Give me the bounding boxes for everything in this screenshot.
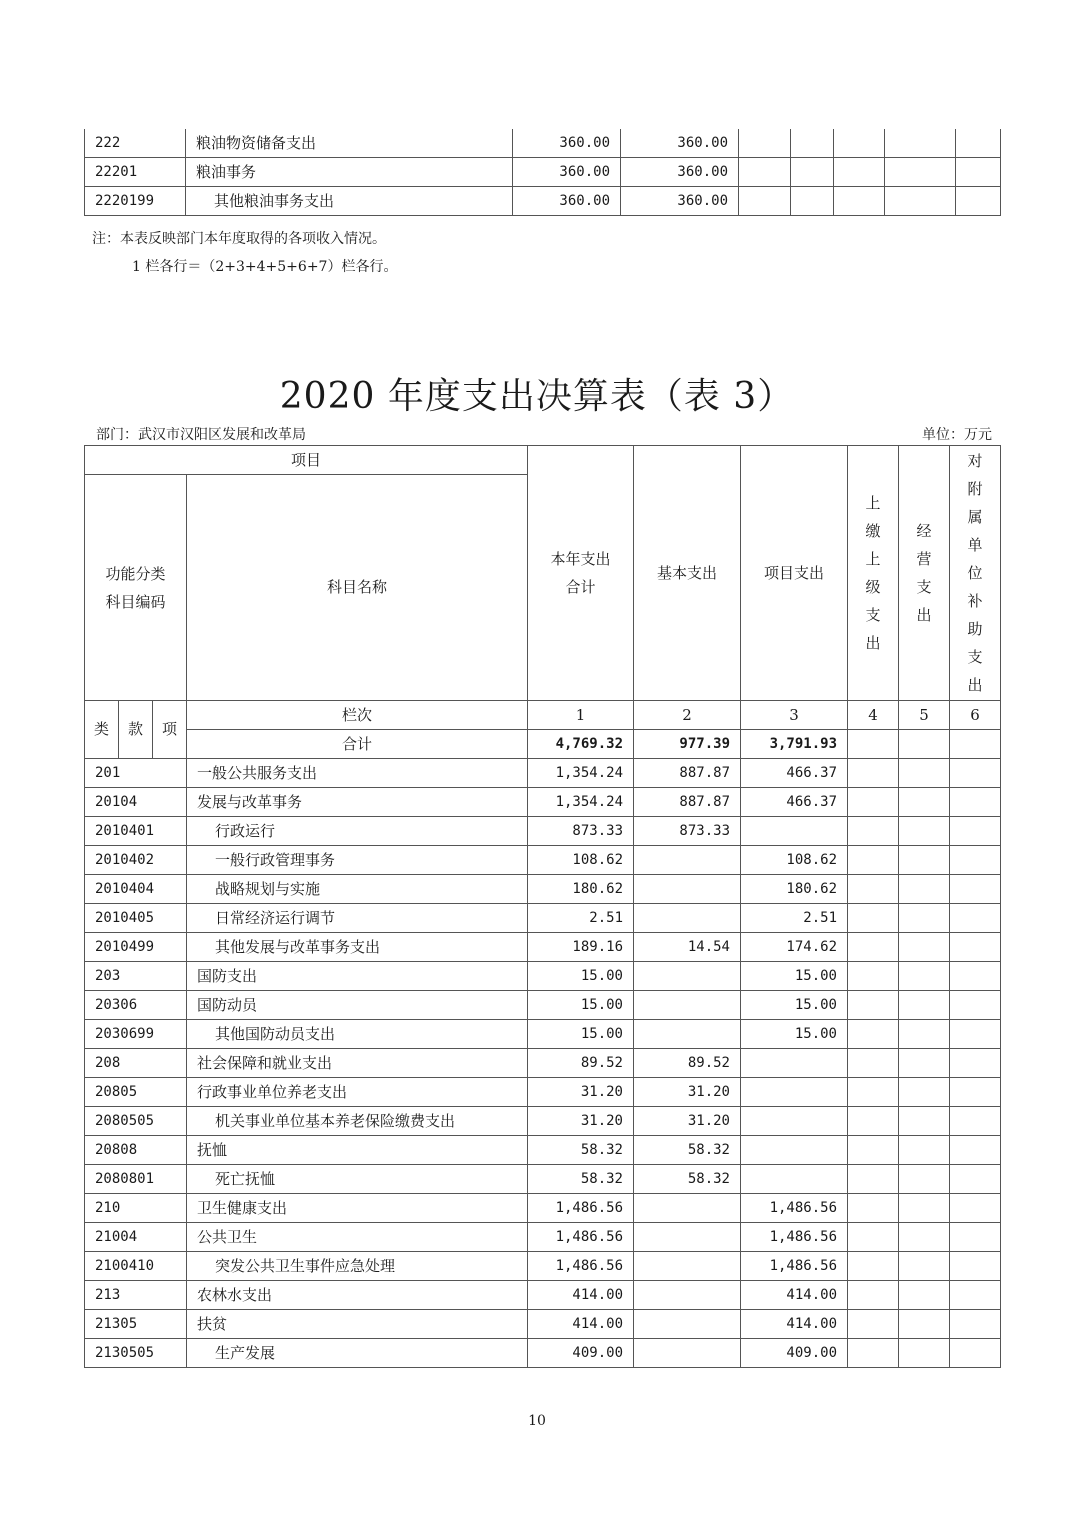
unit-label: 单位：万元	[922, 427, 992, 443]
page-number: 10	[528, 1413, 546, 1429]
value-cell-c2: 14.54	[634, 933, 741, 962]
empty-cell	[791, 158, 834, 187]
code-cell: 2010401	[85, 817, 187, 846]
empty-cell	[950, 1107, 1001, 1136]
code-cell: 2030699	[85, 1020, 187, 1049]
value-cell-c1: 15.00	[528, 962, 634, 991]
empty-cell	[848, 933, 899, 962]
empty-cell	[899, 1281, 950, 1310]
total-col5	[899, 730, 950, 759]
empty-cell	[899, 1194, 950, 1223]
code-cell: 21305	[85, 1310, 187, 1339]
empty-cell	[950, 817, 1001, 846]
empty-cell	[848, 1252, 899, 1281]
table-note-formula: 1 栏各行＝（2+3+4+5+6+7）栏各行。	[132, 259, 398, 275]
subject-name-cell: 其他国防动员支出	[187, 1020, 528, 1049]
subject-name-cell: 突发公共卫生事件应急处理	[187, 1252, 528, 1281]
empty-cell	[950, 904, 1001, 933]
empty-cell	[950, 1136, 1001, 1165]
subject-name-cell: 生产发展	[187, 1339, 528, 1368]
value-cell-c2	[634, 991, 741, 1020]
value-cell-c2: 887.87	[634, 759, 741, 788]
empty-cell	[950, 1194, 1001, 1223]
header-lanci: 栏次	[187, 701, 528, 730]
header-item: 项目	[85, 446, 528, 475]
table-row	[85, 788, 1001, 817]
empty-cell	[950, 1020, 1001, 1049]
value-cell-c2: 89.52	[634, 1049, 741, 1078]
code-cell: 2130505	[85, 1339, 187, 1368]
table-row	[85, 1194, 1001, 1223]
empty-cell	[950, 1252, 1001, 1281]
empty-cell	[950, 962, 1001, 991]
code-cell: 210	[85, 1194, 187, 1223]
empty-cell	[950, 1049, 1001, 1078]
value-cell: 360.00	[621, 158, 739, 187]
code-cell: 208	[85, 1049, 187, 1078]
empty-cell	[791, 187, 834, 216]
table-row	[85, 759, 1001, 788]
empty-cell	[956, 187, 1001, 216]
empty-cell	[848, 846, 899, 875]
code-cell: 2080801	[85, 1165, 187, 1194]
empty-cell	[834, 158, 885, 187]
empty-cell	[848, 1310, 899, 1339]
value-cell-c2: 58.32	[634, 1165, 741, 1194]
empty-cell	[899, 875, 950, 904]
subject-name-cell: 一般行政管理事务	[187, 846, 528, 875]
subject-name-cell: 抚恤	[187, 1136, 528, 1165]
table-row	[85, 1339, 1001, 1368]
table-row	[85, 817, 1001, 846]
value-cell-c2	[634, 1339, 741, 1368]
total-col3: 3,791.93	[741, 730, 848, 759]
empty-cell	[848, 1049, 899, 1078]
empty-cell	[950, 846, 1001, 875]
value-cell-c3: 15.00	[741, 1020, 848, 1049]
subject-name-cell: 卫生健康支出	[187, 1194, 528, 1223]
header-col4-remit: 上缴上级支出	[848, 446, 899, 701]
code-cell: 2010402	[85, 846, 187, 875]
empty-cell	[739, 129, 791, 158]
code-cell: 20805	[85, 1078, 187, 1107]
empty-cell	[899, 1310, 950, 1339]
table-row	[85, 1078, 1001, 1107]
empty-cell	[899, 1165, 950, 1194]
empty-cell	[848, 788, 899, 817]
table-row	[85, 1136, 1001, 1165]
page-title: 2020 年度支出决算表（表 3）	[279, 376, 795, 417]
value-cell-c1: 31.20	[528, 1107, 634, 1136]
empty-cell	[899, 1252, 950, 1281]
table-row	[85, 129, 1001, 158]
value-cell-c1: 414.00	[528, 1310, 634, 1339]
value-cell-c3: 414.00	[741, 1281, 848, 1310]
header-xiang: 项	[153, 701, 187, 759]
subject-name-cell: 日常经济运行调节	[187, 904, 528, 933]
empty-cell	[739, 187, 791, 216]
header-func-code: 功能分类科目编码	[85, 475, 187, 701]
value-cell-c3: 15.00	[741, 991, 848, 1020]
empty-cell	[950, 1310, 1001, 1339]
code-cell: 2010405	[85, 904, 187, 933]
empty-cell	[950, 1281, 1001, 1310]
table-row	[85, 187, 1001, 216]
empty-cell	[899, 817, 950, 846]
value-cell-c3: 466.37	[741, 788, 848, 817]
subject-name-cell: 其他粮油事务支出	[186, 187, 513, 216]
empty-cell	[899, 1020, 950, 1049]
value-cell-c2	[634, 1020, 741, 1049]
empty-cell	[956, 129, 1001, 158]
empty-cell	[885, 187, 956, 216]
value-cell-c2	[634, 875, 741, 904]
empty-cell	[848, 1339, 899, 1368]
value-cell-c1: 189.16	[528, 933, 634, 962]
code-cell: 2080505	[85, 1107, 187, 1136]
value-cell-c1: 1,354.24	[528, 759, 634, 788]
code-cell: 203	[85, 962, 187, 991]
code-cell: 2010499	[85, 933, 187, 962]
value-cell-c3: 180.62	[741, 875, 848, 904]
total-label: 合计	[187, 730, 528, 759]
value-cell-c1: 2.51	[528, 904, 634, 933]
subject-name-cell: 机关事业单位基本养老保险缴费支出	[187, 1107, 528, 1136]
value-cell: 360.00	[513, 129, 621, 158]
empty-cell	[848, 817, 899, 846]
value-cell-c3	[741, 1049, 848, 1078]
value-cell-c3	[741, 817, 848, 846]
value-cell-c3	[741, 1078, 848, 1107]
value-cell-c1: 31.20	[528, 1078, 634, 1107]
empty-cell	[848, 1165, 899, 1194]
code-cell: 201	[85, 759, 187, 788]
header-col1-total: 本年支出合计	[528, 446, 634, 701]
code-cell: 222	[85, 129, 186, 158]
empty-cell	[956, 158, 1001, 187]
code-cell: 213	[85, 1281, 187, 1310]
empty-cell	[899, 1136, 950, 1165]
code-cell: 2010404	[85, 875, 187, 904]
empty-cell	[950, 759, 1001, 788]
value-cell-c1: 15.00	[528, 1020, 634, 1049]
value-cell-c3: 1,486.56	[741, 1194, 848, 1223]
empty-cell	[834, 129, 885, 158]
header-lei: 类	[85, 701, 119, 759]
value-cell-c1: 873.33	[528, 817, 634, 846]
code-cell: 20306	[85, 991, 187, 1020]
subject-name-cell: 其他发展与改革事务支出	[187, 933, 528, 962]
empty-cell	[950, 1165, 1001, 1194]
value-cell-c1: 89.52	[528, 1049, 634, 1078]
value-cell-c2	[634, 1223, 741, 1252]
value-cell-c2	[634, 962, 741, 991]
total-col6	[950, 730, 1001, 759]
empty-cell	[950, 933, 1001, 962]
value-cell-c3: 1,486.56	[741, 1223, 848, 1252]
value-cell-c2: 887.87	[634, 788, 741, 817]
value-cell-c1: 58.32	[528, 1136, 634, 1165]
expenditure-table	[84, 445, 1001, 1368]
empty-cell	[848, 991, 899, 1020]
code-cell: 22201	[85, 158, 186, 187]
empty-cell	[899, 788, 950, 817]
empty-cell	[950, 1339, 1001, 1368]
value-cell-c1: 180.62	[528, 875, 634, 904]
table-row	[85, 1165, 1001, 1194]
value-cell-c2: 873.33	[634, 817, 741, 846]
value-cell-c1: 15.00	[528, 991, 634, 1020]
value-cell-c1: 409.00	[528, 1339, 634, 1368]
table-row	[85, 933, 1001, 962]
empty-cell	[848, 1020, 899, 1049]
empty-cell	[899, 1223, 950, 1252]
subject-name-cell: 国防支出	[187, 962, 528, 991]
subject-name-cell: 行政运行	[187, 817, 528, 846]
value-cell-c3: 466.37	[741, 759, 848, 788]
value-cell-c3	[741, 1107, 848, 1136]
table-row	[85, 1310, 1001, 1339]
code-cell: 2220199	[85, 187, 186, 216]
empty-cell	[885, 129, 956, 158]
col-number: 2	[634, 701, 741, 730]
empty-cell	[834, 187, 885, 216]
header-subject-name: 科目名称	[187, 475, 528, 701]
empty-cell	[848, 1223, 899, 1252]
empty-cell	[899, 1107, 950, 1136]
income-table-continued	[84, 129, 1001, 216]
total-col1: 4,769.32	[528, 730, 634, 759]
empty-cell	[848, 1107, 899, 1136]
table-row	[85, 1252, 1001, 1281]
empty-cell	[899, 962, 950, 991]
empty-cell	[899, 759, 950, 788]
empty-cell	[848, 1194, 899, 1223]
subject-name-cell: 社会保障和就业支出	[187, 1049, 528, 1078]
subject-name-cell: 农林水支出	[187, 1281, 528, 1310]
value-cell-c2: 31.20	[634, 1107, 741, 1136]
subject-name-cell: 一般公共服务支出	[187, 759, 528, 788]
value-cell-c3: 414.00	[741, 1310, 848, 1339]
empty-cell	[950, 1078, 1001, 1107]
col-number: 1	[528, 701, 634, 730]
table-row	[85, 1107, 1001, 1136]
empty-cell	[950, 1223, 1001, 1252]
empty-cell	[848, 1078, 899, 1107]
value-cell-c1: 414.00	[528, 1281, 634, 1310]
empty-cell	[899, 991, 950, 1020]
table-row	[85, 846, 1001, 875]
table-row	[85, 1049, 1001, 1078]
value-cell-c2	[634, 904, 741, 933]
value-cell-c2	[634, 1310, 741, 1339]
subject-name-cell: 行政事业单位养老支出	[187, 1078, 528, 1107]
subject-name-cell: 战略规划与实施	[187, 875, 528, 904]
empty-cell	[899, 1078, 950, 1107]
value-cell-c2	[634, 1252, 741, 1281]
empty-cell	[899, 1339, 950, 1368]
header-col3-project: 项目支出	[741, 446, 848, 701]
col-number: 6	[950, 701, 1001, 730]
value-cell: 360.00	[513, 187, 621, 216]
header-col6-subsidy: 对附属单位补助支出	[950, 446, 1001, 701]
header-col2-basic: 基本支出	[634, 446, 741, 701]
value-cell-c3	[741, 1136, 848, 1165]
empty-cell	[899, 904, 950, 933]
col-number: 3	[741, 701, 848, 730]
col-number: 4	[848, 701, 899, 730]
value-cell-c3: 174.62	[741, 933, 848, 962]
value-cell-c3	[741, 1165, 848, 1194]
empty-cell	[899, 933, 950, 962]
empty-cell	[950, 991, 1001, 1020]
table-row	[85, 962, 1001, 991]
value-cell-c2: 31.20	[634, 1078, 741, 1107]
subject-name-cell: 粮油物资储备支出	[186, 129, 513, 158]
code-cell: 20808	[85, 1136, 187, 1165]
header-kuan: 款	[119, 701, 153, 759]
table-row	[85, 158, 1001, 187]
empty-cell	[899, 846, 950, 875]
subject-name-cell: 国防动员	[187, 991, 528, 1020]
table-row	[85, 1281, 1001, 1310]
empty-cell	[899, 1049, 950, 1078]
value-cell-c1: 1,354.24	[528, 788, 634, 817]
empty-cell	[848, 1281, 899, 1310]
col-number: 5	[899, 701, 950, 730]
value-cell-c2: 58.32	[634, 1136, 741, 1165]
value-cell-c2	[634, 1281, 741, 1310]
empty-cell	[739, 158, 791, 187]
subject-name-cell: 发展与改革事务	[187, 788, 528, 817]
value-cell-c1: 58.32	[528, 1165, 634, 1194]
empty-cell	[791, 129, 834, 158]
subject-name-cell: 死亡抚恤	[187, 1165, 528, 1194]
header-col5-business: 经营支出	[899, 446, 950, 701]
empty-cell	[848, 1136, 899, 1165]
total-col2: 977.39	[634, 730, 741, 759]
table-row	[85, 904, 1001, 933]
value-cell: 360.00	[621, 129, 739, 158]
subject-name-cell: 粮油事务	[186, 158, 513, 187]
table-row	[85, 1223, 1001, 1252]
value-cell-c1: 1,486.56	[528, 1223, 634, 1252]
value-cell-c1: 1,486.56	[528, 1252, 634, 1281]
value-cell-c3: 2.51	[741, 904, 848, 933]
value-cell-c3: 409.00	[741, 1339, 848, 1368]
empty-cell	[848, 875, 899, 904]
value-cell-c3: 15.00	[741, 962, 848, 991]
table-row	[85, 991, 1001, 1020]
empty-cell	[950, 875, 1001, 904]
value-cell-c1: 108.62	[528, 846, 634, 875]
code-cell: 20104	[85, 788, 187, 817]
value-cell-c2	[634, 846, 741, 875]
value-cell-c3: 1,486.56	[741, 1252, 848, 1281]
value-cell-c2	[634, 1194, 741, 1223]
code-cell: 2100410	[85, 1252, 187, 1281]
value-cell: 360.00	[513, 158, 621, 187]
empty-cell	[885, 158, 956, 187]
table-note: 注：本表反映部门本年度取得的各项收入情况。	[92, 231, 386, 247]
value-cell: 360.00	[621, 187, 739, 216]
table-row	[85, 1020, 1001, 1049]
empty-cell	[848, 759, 899, 788]
empty-cell	[950, 788, 1001, 817]
department-label: 部门：武汉市汉阳区发展和改革局	[96, 427, 306, 443]
table-row	[85, 875, 1001, 904]
code-cell: 21004	[85, 1223, 187, 1252]
subject-name-cell: 公共卫生	[187, 1223, 528, 1252]
value-cell-c1: 1,486.56	[528, 1194, 634, 1223]
total-col4	[848, 730, 899, 759]
empty-cell	[848, 904, 899, 933]
value-cell-c3: 108.62	[741, 846, 848, 875]
empty-cell	[848, 962, 899, 991]
subject-name-cell: 扶贫	[187, 1310, 528, 1339]
